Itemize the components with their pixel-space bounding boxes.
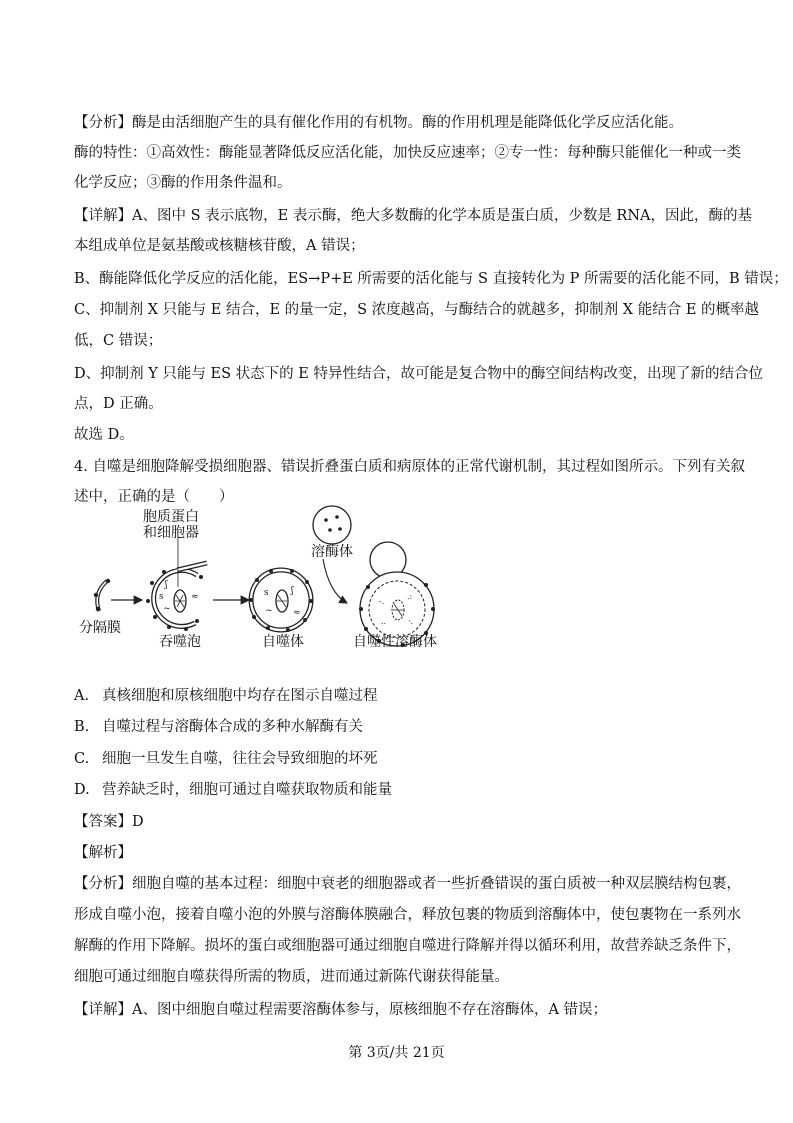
q3-analysis-line-1: 【分析】酶是由活细胞产生的具有催化作用的有机物。酶的作用机理是能降低化学反应活化能。 xyxy=(74,115,683,131)
autophagy-diagram xyxy=(79,503,450,653)
svg-text:~: ~ xyxy=(265,606,273,616)
answer-line xyxy=(74,812,144,832)
q4-analysis-line-2: 形成自噬小泡，接着自噬小泡的外膜与溶酶体膜融合，释放包裹的物质到溶酶体中，使包裹物在一系列水 xyxy=(74,907,741,923)
q3-detail-a-line-2: 本组成单位是氨基酸或核糖核苷酸，A 错误； xyxy=(74,238,365,254)
label-protein-line-1: 胞质蛋白 xyxy=(143,509,199,525)
autophagosome-shape xyxy=(249,569,313,632)
q3-detail-c-line-1: C、抑制剂 X 只能与 E 结合，E 的量一定，S 浓度越高，与酶结合的就越多，抑制剂 X 能结合 E 的概率越 xyxy=(74,302,760,318)
explanation-label: 【解析】 xyxy=(74,845,132,861)
label-lysosome: 溶酶体 xyxy=(311,544,353,560)
answer-label: 【答案】 xyxy=(74,814,132,830)
q4-stem-line-1: 4. 自噬是细胞降解受损细胞器、错误折叠蛋白质和病原体的正常代谢机制，其过程如图所示。下列有关叙 xyxy=(74,459,745,475)
q3-analysis-line-2: 酶的特性：①高效性：酶能显著降低反应活化能，加快反应速率；②专一性：每种酶只能催化一种或一类 xyxy=(74,145,741,161)
answer-value: D xyxy=(132,814,144,830)
phagophore-shape xyxy=(146,563,207,631)
option-d: D. 营养缺乏时，细胞可通过自噬获取物质和能量 xyxy=(74,782,392,798)
q4-analysis-line-1: 【分析】细胞自噬的基本过程：细胞中衰老的细胞器或者一些折叠错误的蛋白质被一种双层膜结构包裹， xyxy=(74,876,741,892)
svg-text:..: .. xyxy=(381,617,387,626)
q3-detail-b: B、酶能降低化学反应的活化能，ES→P+E 所需要的活化能与 S 直接转化为 P 所需要的活化能不同，B 错误； xyxy=(74,271,788,287)
svg-text:ʃ: ʃ xyxy=(291,586,294,596)
q4-analysis-line-4: 细胞可通过细胞自噬获得所需的物质，进而通过新陈代谢获得能量。 xyxy=(74,969,509,985)
label-autolysosome: 自噬性溶酶体 xyxy=(353,634,437,650)
label-protein-line-2: 和细胞器 xyxy=(143,525,199,541)
label-isolation-membrane: 分隔膜 xyxy=(79,620,121,636)
detail-label: 【详解】 xyxy=(74,1002,132,1018)
analysis-label: 【分析】 xyxy=(74,876,132,892)
autolysosome-shape xyxy=(359,542,435,647)
q3-analysis-line-3: 化学反应；③酶的作用条件温和。 xyxy=(74,175,292,191)
option-a: A. 真核细胞和原核细胞中均存在图示自噬过程 xyxy=(74,688,378,704)
svg-text:.:: .: xyxy=(407,592,413,601)
page-footer: 第 3页/共 21页 xyxy=(348,1045,445,1061)
q3-detail-d-line-1: D、抑制剂 Y 只能与 ES 状态下的 E 特异性结合，故可能是复合物中的酶空间结构改变，出现了新的结合位 xyxy=(74,366,763,382)
label-autophagosome: 自噬体 xyxy=(262,634,304,650)
svg-text:~: ~ xyxy=(163,604,171,614)
arrow-3 xyxy=(323,559,347,603)
lysosome-shape xyxy=(313,506,351,544)
option-c: C. 细胞一旦发生自噬，往往会导致细胞的坏死 xyxy=(74,751,378,767)
q4-stem-line-2: 述中，正确的是（ ） xyxy=(74,489,234,505)
q3-detail-a-line-1: 【详解】A、图中 S 表示底物，E 表示酶，绝大多数酶的化学本质是蛋白质，少数是 RNA，因此，酶的基 xyxy=(74,208,752,224)
svg-text:-.: -. xyxy=(379,597,385,606)
svg-text:s: s xyxy=(264,588,269,598)
q3-conclusion: 故选 D。 xyxy=(74,427,134,443)
q3-detail-c-line-2: 低，C 错误； xyxy=(74,333,163,349)
label-phagophore: 吞噬泡 xyxy=(159,634,201,650)
svg-text:s: s xyxy=(159,592,164,602)
q4-detail-a: 【详解】A、图中细胞自噬过程需要溶酶体参与，原核细胞不存在溶酶体，A 错误； xyxy=(74,1002,608,1018)
option-b: B. 自噬过程与溶酶体合成的多种水解酶有关 xyxy=(74,719,363,735)
detail-label: 【详解】 xyxy=(74,208,132,224)
svg-text:ʃ: ʃ xyxy=(165,580,168,590)
q3-detail-d-line-2: 点，D 正确。 xyxy=(74,396,163,412)
isolation-membrane-shape xyxy=(94,579,110,611)
analysis-label: 【分析】 xyxy=(74,115,132,131)
svg-text:·.: ·. xyxy=(408,617,414,626)
svg-text:≈: ≈ xyxy=(293,608,301,618)
svg-text:≈: ≈ xyxy=(191,592,199,602)
q4-analysis-line-3: 解酶的作用下降解。损坏的蛋白或细胞器可通过细胞自噬进行降解并得以循环利用，故营养缺乏条件下， xyxy=(74,938,741,954)
